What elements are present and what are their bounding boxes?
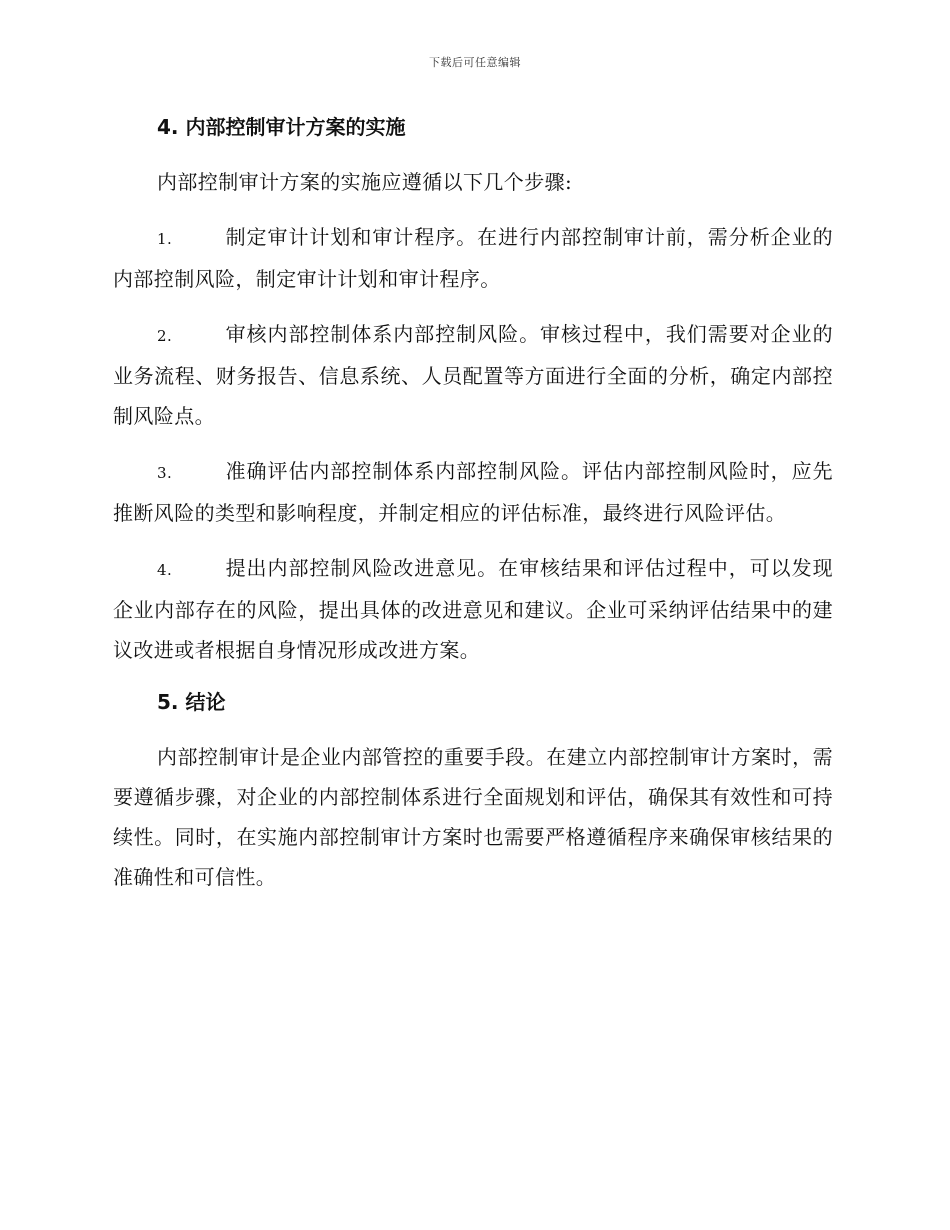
list-item	[113, 451, 833, 533]
list-item	[113, 548, 833, 670]
list-item	[113, 314, 833, 436]
list-item-number: 3.	[157, 464, 173, 482]
section-4-heading: 4. 内部控制审计方案的实施	[157, 115, 406, 139]
document-body	[113, 110, 833, 897]
list-item-number: 4.	[157, 561, 173, 579]
list-item-text: 准确评估内部控制体系内部控制风险。评估内部控制风险时，应先推断风险的类型和影响程度，并制定相应的评估标准，最终进行风险评估。	[113, 459, 833, 525]
list-item	[113, 217, 833, 299]
list-item-number: 2.	[157, 327, 173, 345]
list-item-text: 审核内部控制体系内部控制风险。审核过程中，我们需要对企业的业务流程、财务报告、信息系统、人员配置等方面进行全面的分析，确定内部控制风险点。	[113, 322, 833, 428]
page-header: 下载后可任意编辑	[429, 56, 521, 69]
list-item-number: 1.	[157, 230, 173, 248]
section-5-body: 内部控制审计是企业内部管控的重要手段。在建立内部控制审计方案时，需要遵循步骤，对企业的内部控制体系进行全面规划和评估，确保其有效性和可持续性。同时，在实施内部控制审计方案时也需要严格遵循程序来确保审核结果的准确性和可信性。	[113, 745, 833, 889]
section-4-intro: 内部控制审计方案的实施应遵循以下几个步骤:	[157, 170, 573, 194]
list-item-text: 制定审计计划和审计程序。在进行内部控制审计前，需分析企业的内部控制风险，制定审计计划和审计程序。	[113, 225, 833, 291]
section-5-heading: 5. 结论	[157, 690, 226, 714]
list-item-text: 提出内部控制风险改进意见。在审核结果和评估过程中，可以发现企业内部存在的风险，提出具体的改进意见和建议。企业可采纳评估结果中的建议改进或者根据自身情况形成改进方案。	[113, 556, 833, 662]
